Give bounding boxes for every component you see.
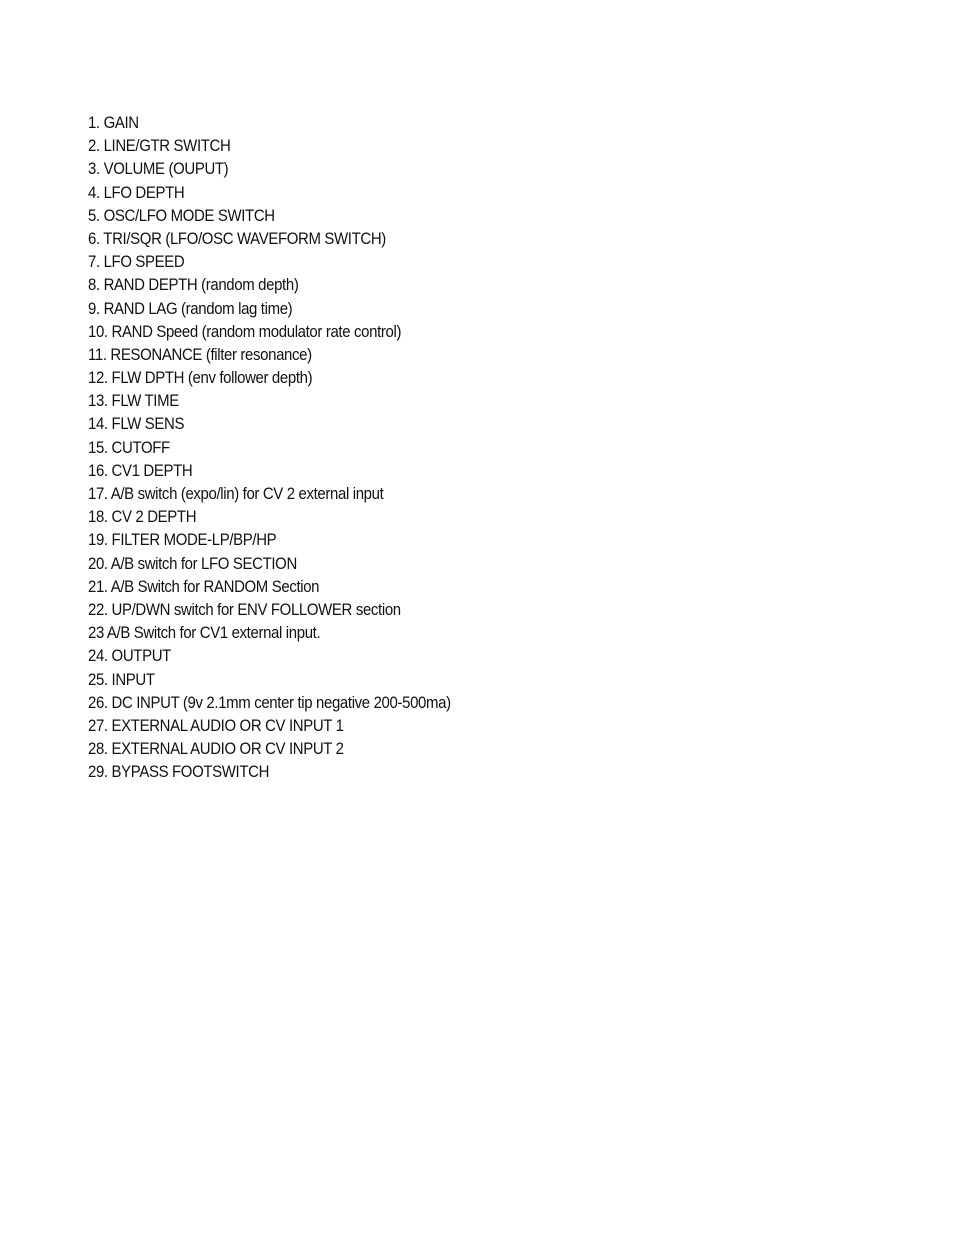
list-item: 15. CUTOFF [88,437,170,457]
list-item: 22. UP/DWN switch for ENV FOLLOWER section [88,599,401,619]
list-item: 9. RAND LAG (random lag time) [88,298,293,318]
list-item: 3. VOLUME (OUPUT) [88,159,229,179]
list-item: 5. OSC/LFO MODE SWITCH [88,205,275,225]
list-item: 18. CV 2 DEPTH [88,507,197,527]
list-item: 24. OUTPUT [88,646,171,666]
list-item: 11. RESONANCE (filter resonance) [88,344,312,364]
list-item: 12. FLW DPTH (env follower depth) [88,368,313,388]
list-item: 10. RAND Speed (random modulator rate control) [88,321,402,341]
list-item: 25. INPUT [88,669,155,689]
list-item: 16. CV1 DEPTH [88,460,193,480]
control-legend-list [88,111,500,783]
list-item: 2. LINE/GTR SWITCH [88,136,231,156]
list-item: 20. A/B switch for LFO SECTION [88,553,297,573]
list-item: 19. FILTER MODE-LP/BP/HP [88,530,277,550]
list-item: 14. FLW SENS [88,414,185,434]
list-item: 28. EXTERNAL AUDIO OR CV INPUT 2 [88,739,344,759]
list-item: 23 A/B Switch for CV1 external input. [88,623,321,643]
list-item: 1. GAIN [88,113,139,132]
list-item: 6. TRI/SQR (LFO/OSC WAVEFORM SWITCH) [88,228,386,248]
list-item: 17. A/B switch (expo/lin) for CV 2 external input [88,484,384,503]
list-item: 13. FLW TIME [88,391,179,411]
list-item: 27. EXTERNAL AUDIO OR CV INPUT 1 [88,715,344,735]
list-item: 29. BYPASS FOOTSWITCH [88,762,270,782]
list-item: 4. LFO DEPTH [88,182,185,202]
list-item: 26. DC INPUT (9v 2.1mm center tip negative 200-500ma) [88,692,451,712]
list-item: 7. LFO SPEED [88,252,185,272]
list-item: 8. RAND DEPTH (random depth) [88,275,299,295]
list-item: 21. A/B Switch for RANDOM Section [88,576,320,596]
